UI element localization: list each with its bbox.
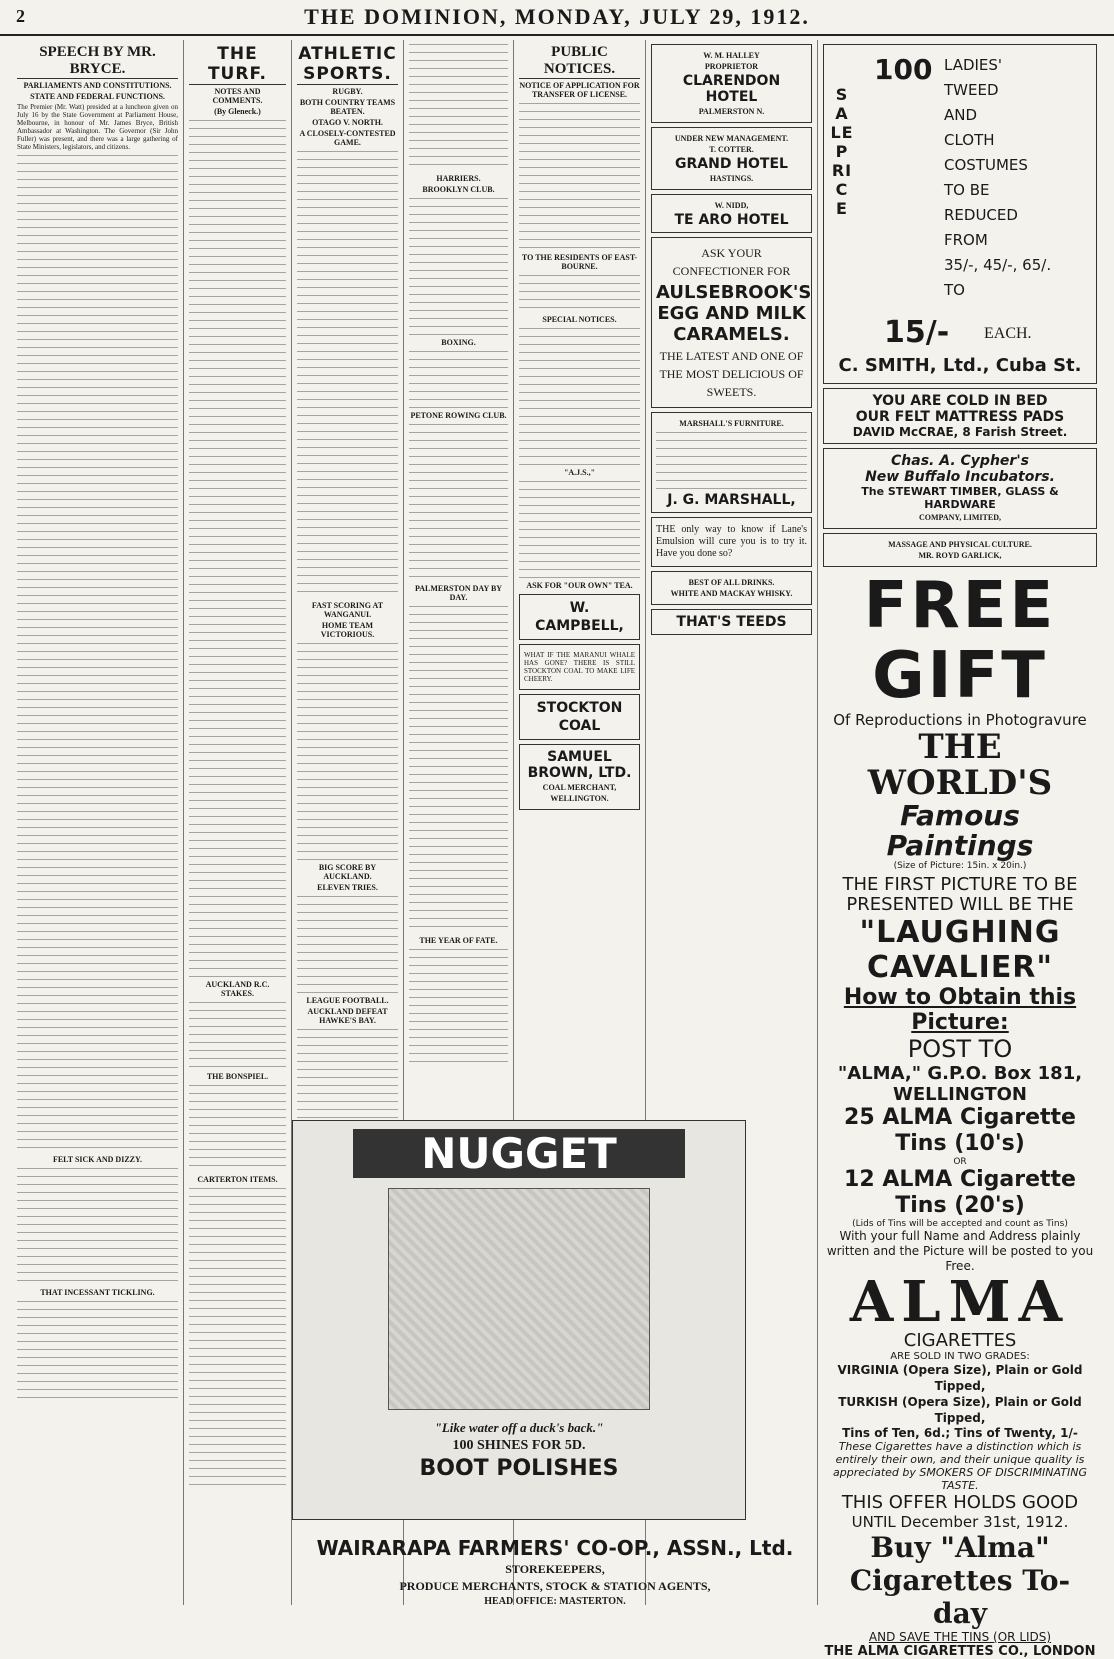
sale-line: AND xyxy=(944,106,978,124)
ad-text: (Lids of Tins will be accepted and count as Tins) xyxy=(852,1219,1068,1229)
article-text-block xyxy=(189,1000,286,1070)
ad-caption: "Like water off a duck's back." xyxy=(434,1420,604,1435)
duck-illustration xyxy=(388,1188,650,1410)
ad-heading: THE WORLD'S xyxy=(867,727,1053,803)
sale-line: REDUCED xyxy=(944,206,1018,224)
free-gift-heading: FREE GIFT xyxy=(863,569,1057,713)
ad-heading: OUR FELT MATTRESS PADS xyxy=(855,409,1065,425)
notice-text-block xyxy=(519,273,640,313)
article-subheading: LEAGUE FOOTBALL. xyxy=(306,996,389,1005)
notice-heading: NOTICE OF APPLICATION FOR TRANSFER OF LICENSE. xyxy=(519,81,640,99)
article-subheading: AUCKLAND R.C. STAKES. xyxy=(205,980,270,998)
article-text-block xyxy=(297,149,398,599)
ad-name: W. NIDD, xyxy=(714,201,749,210)
article-subheading: PETONE ROWING CLUB. xyxy=(410,411,507,420)
ad-company: The STEWART TIMBER, GLASS & HARDWARE xyxy=(861,485,1059,511)
ad-text: THE LATEST AND ONE OF THE MOST DELICIOUS OF SWEETS. xyxy=(659,349,804,399)
massage-ad xyxy=(823,533,1097,567)
hotel-town: HASTINGS. xyxy=(709,174,754,183)
ad-text: Of Reproductions in Photogravure xyxy=(833,711,1087,729)
product-name: BOOT POLISHES xyxy=(419,1456,619,1481)
postal-address: "ALMA," G.P.O. Box 181, WELLINGTON xyxy=(837,1063,1083,1105)
ad-name: STOCKTON COAL xyxy=(536,700,623,734)
newspaper-columns xyxy=(12,40,1102,1659)
article-heading: THE TURF. xyxy=(189,44,286,85)
samuel-brown-ad xyxy=(519,744,640,810)
sale-line: COSTUMES xyxy=(944,156,1028,174)
ad-text: ARE SOLD IN TWO GRADES: xyxy=(890,1351,1030,1362)
sale-price-ad xyxy=(823,44,1097,384)
product-name: CIGARETTES xyxy=(903,1330,1017,1351)
sale-line: TO xyxy=(944,281,965,299)
ad-office: HEAD OFFICE: MASTERTON. xyxy=(484,1596,626,1607)
article-text-block xyxy=(409,349,508,409)
ad-heading: Chas. A. Cypher's xyxy=(891,453,1029,469)
article-subheading: FELT SICK AND DIZZY. xyxy=(52,1155,143,1164)
ad-role: PROPRIETOR xyxy=(704,62,759,71)
section-heading: PUBLIC NOTICES. xyxy=(519,44,640,79)
ad-name: W. CAMPBELL, xyxy=(535,600,624,634)
notice-text-block xyxy=(519,326,640,466)
article-text-block xyxy=(297,641,398,861)
article-subheading: BIG SCORE BY AUCKLAND. xyxy=(318,863,377,881)
hotel-name: CLARENDON HOTEL xyxy=(682,73,781,105)
column-1 xyxy=(12,40,184,1605)
wairarapa-ad xyxy=(292,1530,818,1609)
article-text-block xyxy=(297,894,398,994)
ad-name: MR. ROYD GARLICK, xyxy=(918,551,1002,560)
stockton-coal-ad xyxy=(519,694,640,740)
tins-offer: 12 ALMA Cigarette Tins (20's) xyxy=(844,1167,1076,1218)
ad-price: 100 SHINES FOR 5D. xyxy=(452,1438,586,1453)
ad-text: WHAT IF THE MARANUI WHALE HAS GONE? THERE IS STILL STOCKTON COAL TO MAKE LIFE CHEERY. xyxy=(524,651,635,683)
article-subheading: BOTH COUNTRY TEAMS BEATEN. xyxy=(299,98,396,116)
ad-heading: MARSHALL'S FURNITURE. xyxy=(679,419,784,428)
price-line: Tins of Ten, 6d.; Tins of Twenty, 1/- xyxy=(842,1426,1078,1440)
or-divider: OR xyxy=(953,1157,967,1167)
ad-city: WELLINGTON. xyxy=(550,794,609,803)
sale-line: FROM xyxy=(944,231,988,249)
ad-text: With your full Name and Address plainly written and the Picture will be posted to you Free. xyxy=(826,1229,1094,1273)
sale-line: CLOTH xyxy=(944,131,995,149)
notice-heading: "A.J.S.," xyxy=(563,468,596,477)
notice-text-block xyxy=(519,479,640,579)
page-number: 2 xyxy=(16,6,25,26)
hotel-name: TE ARO HOTEL xyxy=(674,212,789,228)
article-subheading: THAT INCESSANT TICKLING. xyxy=(40,1288,155,1297)
ad-text-block xyxy=(656,430,807,490)
notice-heading: SPECIAL NOTICES. xyxy=(542,315,617,324)
ad-subtitle: COAL MERCHANT, xyxy=(542,783,617,792)
article-text-block xyxy=(189,1186,286,1486)
grand-hotel-ad xyxy=(651,127,812,190)
article-text-block xyxy=(409,422,508,582)
article-subheading: PARLIAMENTS AND CONSTITUTIONS. xyxy=(23,81,172,90)
article-heading: ATHLETIC SPORTS. xyxy=(298,44,397,84)
article-subheading: RUGBY. xyxy=(332,87,363,96)
company-name: THE ALMA CIGARETTES CO., LONDON xyxy=(824,1644,1096,1659)
ad-subtitle: WHITE AND MACKAY WHISKY. xyxy=(670,589,793,598)
ad-slogan: THAT'S TEEDS xyxy=(676,614,787,630)
column-2 xyxy=(184,40,292,1605)
ad-heading: How to Obtain this Picture: xyxy=(843,985,1077,1035)
sale-lines xyxy=(944,53,1051,303)
ad-text: THIS OFFER HOLDS GOOD xyxy=(841,1492,1079,1513)
column-7 xyxy=(818,40,1102,1659)
ad-label: UNDER NEW MANAGEMENT. xyxy=(674,134,789,143)
ad-subtitle: STOREKEEPERS, xyxy=(505,1562,605,1576)
ad-name: WAIRARAPA FARMERS' CO-OP., ASSN., Ltd. xyxy=(316,1536,794,1560)
marshall-ad xyxy=(651,412,812,513)
article-heading: SPEECH BY MR. BRYCE. xyxy=(17,44,178,79)
article-subheading: ELEVEN TRIES. xyxy=(317,883,378,892)
smith-name: C. SMITH, Ltd., Cuba St. xyxy=(838,355,1082,376)
aulsebrooks-ad xyxy=(651,237,812,408)
article-text-block xyxy=(409,42,508,172)
grade-line: TURKISH (Opera Size), Plain or Gold Tipped, xyxy=(838,1395,1082,1425)
notice-text-block xyxy=(519,101,640,251)
ad-text: THE FIRST PICTURE TO BE PRESENTED WILL BE THE xyxy=(842,874,1078,915)
article-subheading: THE BONSPIEL. xyxy=(206,1072,269,1081)
article-subheading: FAST SCORING AT WANGANUI. xyxy=(311,601,384,619)
article-text-block xyxy=(409,604,508,934)
article-text-block xyxy=(189,118,286,978)
teeds-ad xyxy=(651,609,812,635)
ad-text: POST TO xyxy=(907,1035,1013,1063)
sale-price: 15/- xyxy=(884,315,950,350)
campbell-ad xyxy=(519,594,640,640)
brand-name: ALMA xyxy=(849,1269,1071,1335)
article-subheading: PALMERSTON DAY BY DAY. xyxy=(414,584,503,602)
sale-line: LADIES' xyxy=(944,56,1003,74)
ad-text: THE only way to know if Lane's Emulsion will cure you is to try it. Have you done so? xyxy=(656,524,807,559)
ad-heading: New Buffalo Incubators. xyxy=(865,469,1055,485)
article-subheading: THE YEAR OF FATE. xyxy=(419,936,498,945)
article-text-block xyxy=(409,196,508,336)
masthead xyxy=(0,0,1114,36)
ad-name: DAVID McCRAE, 8 Farish Street. xyxy=(852,425,1068,439)
byline: (By Gleneck.) xyxy=(214,107,261,116)
article-subheading: HARRIERS. xyxy=(436,174,481,183)
ad-heading: MASSAGE AND PHYSICAL CULTURE. xyxy=(888,540,1032,549)
ad-subtitle: COMPANY, LIMITED, xyxy=(918,513,1001,522)
emulsion-ad xyxy=(651,517,812,567)
sale-line: TWEED xyxy=(944,81,999,99)
alma-cigarettes-ad xyxy=(823,571,1097,1659)
sale-price-vertical: SALE PRICE xyxy=(830,85,861,218)
article-subheading: BROOKLYN CLUB. xyxy=(422,185,495,194)
article-subheading: OTAGO V. NORTH. xyxy=(312,118,383,127)
tins-offer: 25 ALMA Cigarette Tins (10's) xyxy=(844,1105,1076,1156)
drinks-ad xyxy=(651,571,812,605)
article-subheading: HOME TEAM VICTORIOUS. xyxy=(320,621,375,639)
article-text-block xyxy=(17,153,178,1153)
article-subheading: CARTERTON ITEMS. xyxy=(197,1175,278,1184)
ad-text: UNTIL December 31st, 1912. xyxy=(851,1513,1069,1531)
clarendon-hotel-ad xyxy=(651,44,812,123)
newspaper-title: THE DOMINION, MONDAY, JULY 29, 1912. xyxy=(304,4,810,29)
ad-name: SAMUEL BROWN, LTD. xyxy=(527,749,632,781)
ad-text: ASK YOUR CONFECTIONER FOR xyxy=(672,246,791,278)
nugget-polish-ad xyxy=(292,1120,746,1520)
brand-name: NUGGET xyxy=(353,1129,685,1178)
sale-line: TO BE xyxy=(944,181,990,199)
ad-name: T. COTTER. xyxy=(709,145,754,154)
painting-title: "LAUGHING CAVALIER" xyxy=(859,915,1061,985)
mattress-pads-ad xyxy=(823,388,1097,444)
ad-text: AND SAVE THE TINS (OR LIDS) xyxy=(868,1630,1052,1644)
article-subheading: STATE AND FEDERAL FUNCTIONS. xyxy=(30,92,165,101)
article-text-block xyxy=(189,1083,286,1173)
sale-each: EACH. xyxy=(984,325,1032,342)
ad-heading: YOU ARE COLD IN BED xyxy=(872,393,1048,409)
ad-text: These Cigarettes have a distinction which is entirely their own, and their unique quality is appreciated by SMOKERS OF DISCRIMINATING TASTE. xyxy=(833,1440,1087,1492)
sale-count: 100 xyxy=(874,53,933,86)
ad-name: J. G. MARSHALL, xyxy=(667,492,796,508)
ad-text: (Size of Picture: 15in. x 20in.) xyxy=(893,861,1027,871)
ad-heading: Buy "Alma" Cigarettes To-day xyxy=(849,1531,1071,1630)
article-subheading: NOTES AND COMMENTS. xyxy=(212,87,263,105)
ad-heading: BEST OF ALL DRINKS. xyxy=(688,578,775,587)
notice-heading: ASK FOR "OUR OWN" TEA. xyxy=(526,581,633,590)
article-subheading: BOXING. xyxy=(441,338,476,347)
ad-name: W. M. HALLEY xyxy=(703,51,760,60)
article-subheading: A CLOSELY-CONTESTED GAME. xyxy=(299,129,396,147)
grade-line: VIRGINIA (Opera Size), Plain or Gold Tipped, xyxy=(837,1363,1083,1393)
article-text-block xyxy=(17,1166,178,1286)
article-text-block xyxy=(409,947,508,1067)
sale-line: 35/-, 45/-, 65/. xyxy=(944,256,1052,274)
notice-heading: TO THE RESIDENTS OF EAST-BOURNE. xyxy=(521,253,638,271)
product-name: EGG AND MILK xyxy=(657,303,806,324)
hotel-name: GRAND HOTEL xyxy=(675,156,788,172)
product-name: CARAMELS. xyxy=(673,324,790,345)
ad-subtitle: PRODUCE MERCHANTS, STOCK & STATION AGENTS, xyxy=(399,1579,711,1593)
ad-heading: Famous Paintings xyxy=(886,799,1034,862)
article-body: The Premier (Mr. Watt) presided at a luncheon given on July 16 by the State Government at Parliament House, Melbourne, in honour of Mr. James Bryce, British Ambassador at Washington. The Governor (Sir John Fuller) was present, and there was a large gathering of State Ministers, legislators, and citizens. xyxy=(17,103,178,151)
hotel-town: PALMERSTON N. xyxy=(698,107,765,116)
te-aro-hotel-ad xyxy=(651,194,812,233)
incubators-ad xyxy=(823,448,1097,529)
article-text-block xyxy=(17,1299,178,1399)
brand-name: AULSEBROOK'S xyxy=(656,282,812,303)
whale-ad xyxy=(519,644,640,690)
article-subheading: AUCKLAND DEFEAT HAWKE'S BAY. xyxy=(307,1007,388,1025)
